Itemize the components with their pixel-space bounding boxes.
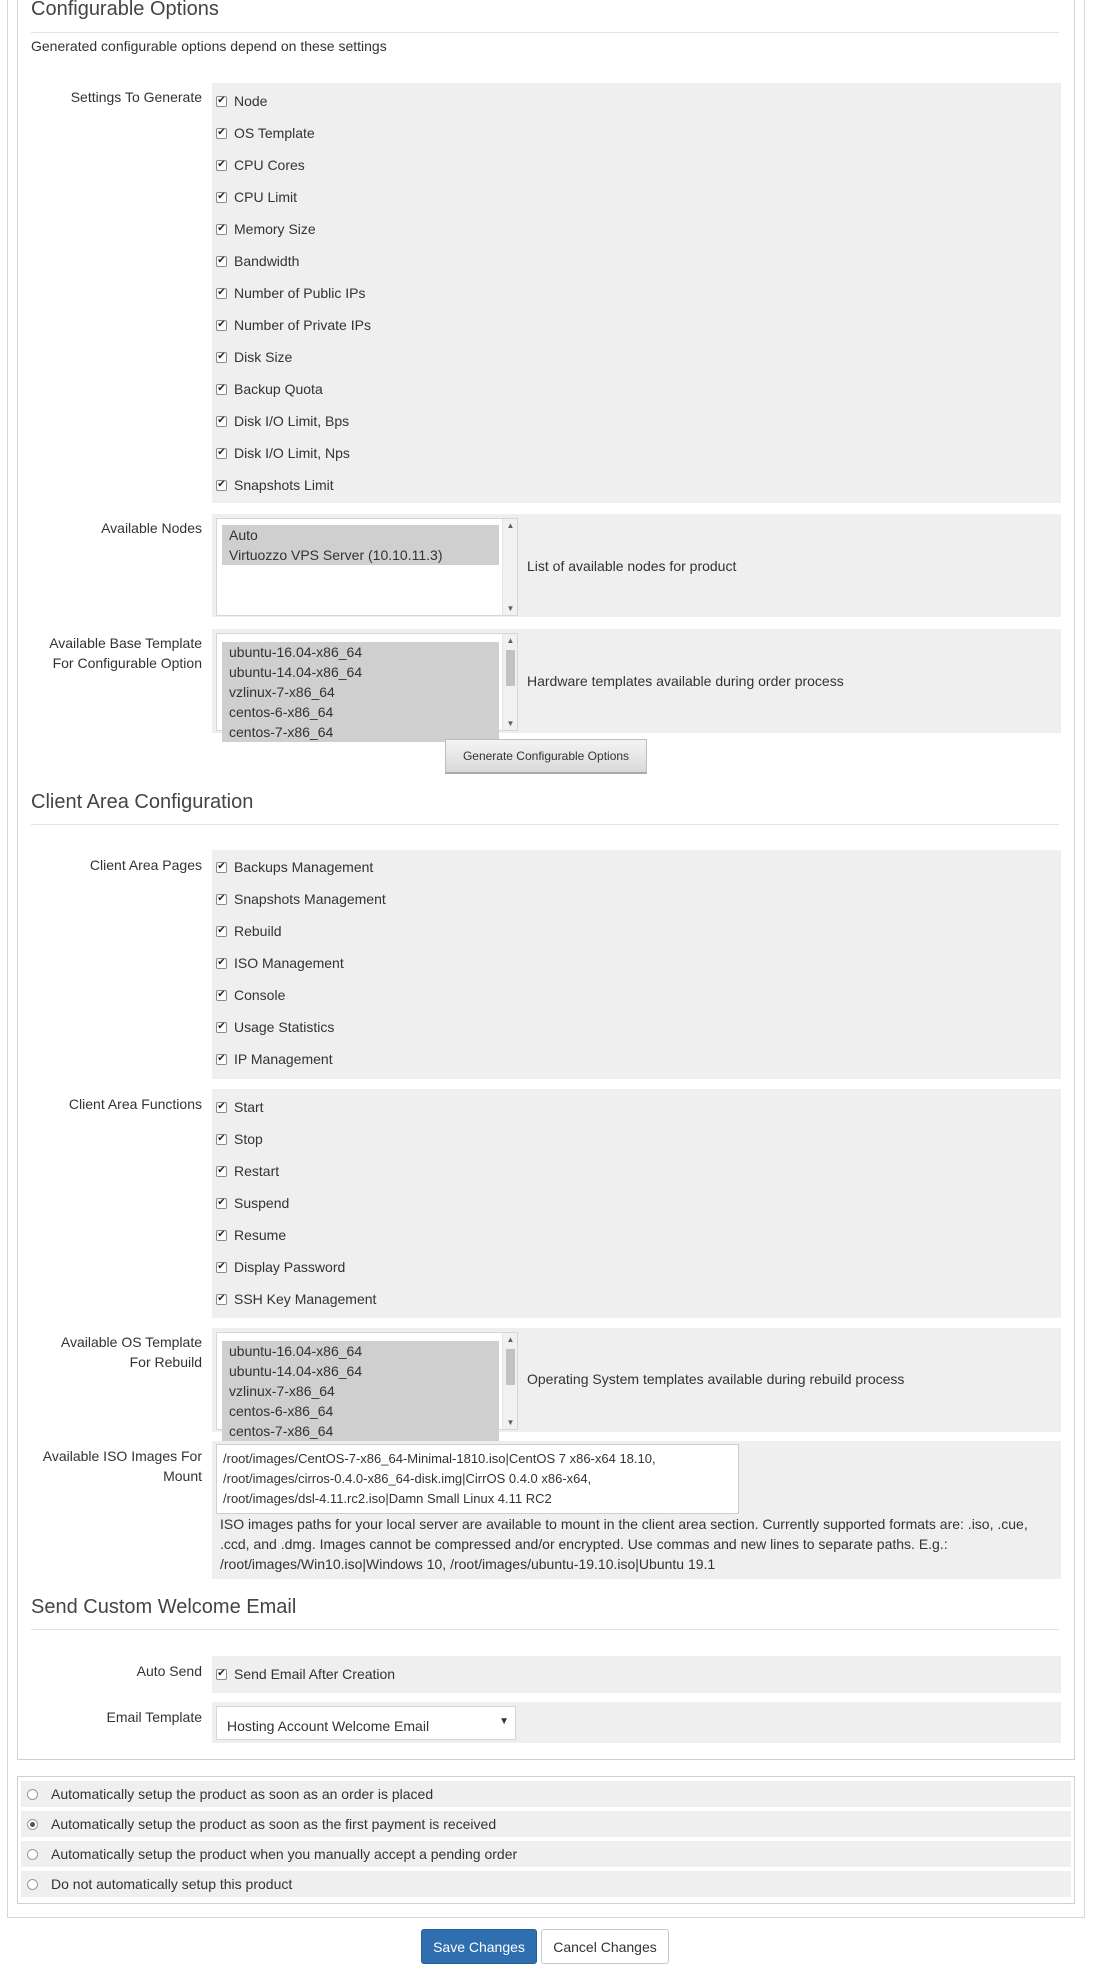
configurable-options-subtitle: Generated configurable options depend on these settings xyxy=(31,38,387,54)
os-template-label-line2: For Rebuild xyxy=(129,1354,202,1370)
available-nodes-hint: List of available nodes for product xyxy=(527,558,737,574)
checkbox-label: Backups Management xyxy=(234,859,374,875)
client-area-functions-group xyxy=(212,1089,1061,1318)
os-template-label-line1: Available OS Template xyxy=(60,1334,202,1350)
generate-configurable-options-button[interactable]: Generate Configurable Options xyxy=(445,739,647,774)
auto-setup-option-label: Automatically setup the product as soon as the first payment is received xyxy=(51,1816,497,1832)
checkbox-label: Console xyxy=(234,987,286,1003)
checkbox-row[interactable] xyxy=(216,315,371,335)
os-template-option[interactable]: centos-6-x86_64 xyxy=(222,1401,499,1421)
os-template-option[interactable]: centos-7-x86_64 xyxy=(222,1421,499,1441)
checkbox-label: SSH Key Management xyxy=(234,1291,377,1307)
os-template-hint: Operating System templates available during rebuild process xyxy=(527,1371,905,1387)
checkmark-icon[interactable]: ✔ xyxy=(217,893,226,904)
checkmark-icon[interactable]: ✔ xyxy=(217,1101,226,1112)
checkbox-row[interactable] xyxy=(216,1193,289,1213)
base-template-option[interactable]: vzlinux-7-x86_64 xyxy=(222,682,499,702)
checkbox-label: Snapshots Management xyxy=(234,891,386,907)
base-template-option[interactable]: ubuntu-14.04-x86_64 xyxy=(222,662,499,682)
send-email-after-creation-label: Send Email After Creation xyxy=(234,1666,396,1682)
checkbox-row[interactable] xyxy=(216,985,285,1005)
checkbox-label: Bandwidth xyxy=(234,253,300,269)
checkmark-icon[interactable]: ✔ xyxy=(217,925,226,936)
os-template-label xyxy=(32,1332,202,1372)
checkbox-label: CPU Limit xyxy=(234,189,298,205)
radio-icon[interactable] xyxy=(27,1789,38,1800)
os-template-option[interactable]: vzlinux-7-x86_64 xyxy=(222,1381,499,1401)
chevron-down-icon: ▼ xyxy=(499,1716,509,1727)
checkbox-row[interactable] xyxy=(216,1129,263,1149)
checkbox-row[interactable] xyxy=(216,1017,334,1037)
checkmark-icon[interactable]: ✔ xyxy=(217,159,226,170)
node-option[interactable]: Virtuozzo VPS Server (10.10.11.3) xyxy=(222,545,499,565)
checkbox-row[interactable] xyxy=(216,91,267,111)
available-nodes-label: Available Nodes xyxy=(101,520,202,536)
checkmark-icon[interactable]: ✔ xyxy=(217,1668,226,1679)
save-changes-button[interactable]: Save Changes xyxy=(421,1929,537,1964)
auto-setup-option[interactable] xyxy=(21,1811,1071,1837)
cancel-changes-button[interactable]: Cancel Changes xyxy=(541,1929,669,1964)
client-area-pages-label: Client Area Pages xyxy=(89,857,202,873)
checkmark-icon[interactable]: ✔ xyxy=(217,1229,226,1240)
base-template-scrollbar[interactable] xyxy=(502,634,517,730)
auto-setup-option[interactable] xyxy=(21,1871,1071,1897)
checkmark-icon[interactable]: ✔ xyxy=(217,191,226,202)
checkbox-row[interactable] xyxy=(216,1097,264,1117)
checkmark-icon[interactable]: ✔ xyxy=(217,447,226,458)
radio-icon[interactable] xyxy=(27,1849,38,1860)
checkbox-label: Stop xyxy=(234,1131,263,1147)
scroll-up-icon[interactable]: ▲ xyxy=(506,636,515,645)
checkbox-label: Number of Private IPs xyxy=(234,317,371,333)
checkmark-icon[interactable]: ✔ xyxy=(217,319,226,330)
configurable-options-title: Configurable Options xyxy=(31,0,219,20)
checkbox-label: Display Password xyxy=(234,1259,346,1275)
checkmark-icon[interactable]: ✔ xyxy=(217,1021,226,1032)
checkmark-icon[interactable]: ✔ xyxy=(217,95,226,106)
divider xyxy=(31,1629,1059,1630)
client-area-title: Client Area Configuration xyxy=(31,791,254,813)
scroll-thumb[interactable] xyxy=(506,1349,515,1385)
radio-icon[interactable] xyxy=(27,1819,38,1830)
checkbox-row[interactable] xyxy=(216,219,316,239)
base-template-listbox[interactable] xyxy=(216,633,518,740)
checkmark-icon[interactable]: ✔ xyxy=(217,1165,226,1176)
iso-images-label-line2: Mount xyxy=(163,1468,202,1484)
checkbox-label: Restart xyxy=(234,1163,280,1179)
base-template-option[interactable]: ubuntu-16.04-x86_64 xyxy=(222,642,499,662)
checkbox-row[interactable] xyxy=(216,187,297,207)
checkbox-label: OS Template xyxy=(234,125,315,141)
base-template-label-line1: Available Base Template xyxy=(49,635,202,651)
base-template-label xyxy=(32,633,202,673)
base-template-option[interactable]: centos-7-x86_64 xyxy=(222,722,499,742)
checkbox-row[interactable] xyxy=(216,1289,376,1309)
checkbox-label: Usage Statistics xyxy=(234,1019,335,1035)
os-template-option[interactable]: ubuntu-16.04-x86_64 xyxy=(222,1341,499,1361)
checkmark-icon[interactable]: ✔ xyxy=(217,861,226,872)
checkmark-icon[interactable]: ✔ xyxy=(217,1261,226,1272)
checkbox-row[interactable] xyxy=(216,155,305,175)
auto-send-label: Auto Send xyxy=(136,1663,202,1679)
checkbox-label: Number of Public IPs xyxy=(234,285,366,301)
scroll-thumb[interactable] xyxy=(506,650,515,686)
checkbox-label: CPU Cores xyxy=(234,157,305,173)
node-option[interactable]: Auto xyxy=(222,525,499,545)
checkbox-row[interactable] xyxy=(216,953,344,973)
checkbox-row[interactable] xyxy=(216,347,292,367)
auto-setup-option-label: Automatically setup the product as soon as an order is placed xyxy=(51,1786,434,1802)
checkbox-row[interactable] xyxy=(216,921,281,941)
checkmark-icon[interactable]: ✔ xyxy=(217,127,226,138)
checkbox-label: Rebuild xyxy=(234,923,282,939)
scroll-down-icon[interactable]: ▼ xyxy=(506,719,515,728)
iso-images-label-line1: Available ISO Images For xyxy=(42,1448,202,1464)
checkbox-row[interactable] xyxy=(216,1049,333,1069)
base-template-hint: Hardware templates available during order process xyxy=(527,673,844,689)
client-area-functions-label: Client Area Functions xyxy=(68,1096,202,1112)
checkbox-row[interactable] xyxy=(216,857,373,877)
checkbox-label: Resume xyxy=(234,1227,287,1243)
email-template-label: Email Template xyxy=(106,1709,202,1725)
checkbox-label: Backup Quota xyxy=(234,381,323,397)
checkmark-icon[interactable]: ✔ xyxy=(217,989,226,1000)
scroll-down-icon[interactable]: ▼ xyxy=(506,1418,515,1427)
radio-icon[interactable] xyxy=(27,1879,38,1890)
checkmark-icon[interactable]: ✔ xyxy=(217,351,226,362)
auto-setup-option[interactable] xyxy=(21,1781,1071,1807)
checkmark-icon[interactable]: ✔ xyxy=(217,1133,226,1144)
divider xyxy=(31,824,1059,825)
nodes-scrollbar[interactable] xyxy=(502,519,517,615)
scroll-down-icon[interactable]: ▼ xyxy=(506,604,515,613)
checkmark-icon[interactable]: ✔ xyxy=(217,1197,226,1208)
available-nodes-listbox[interactable] xyxy=(216,518,518,616)
checkbox-row[interactable] xyxy=(216,1257,345,1277)
checkbox-label: Memory Size xyxy=(234,221,316,237)
settings-to-generate-label: Settings To Generate xyxy=(70,89,202,105)
checkmark-icon[interactable]: ✔ xyxy=(217,415,226,426)
checkbox-label: ISO Management xyxy=(234,955,344,971)
checkbox-label: Disk Size xyxy=(234,349,293,365)
email-template-select[interactable] xyxy=(216,1706,516,1740)
checkbox-label: Node xyxy=(234,93,268,109)
scroll-up-icon[interactable]: ▲ xyxy=(506,521,515,530)
checkbox-row[interactable] xyxy=(216,889,386,909)
checkbox-label: Start xyxy=(234,1099,264,1115)
checkbox-label: Suspend xyxy=(234,1195,290,1211)
welcome-email-title: Send Custom Welcome Email xyxy=(31,1596,297,1618)
checkmark-icon[interactable]: ✔ xyxy=(217,1293,226,1304)
base-template-option[interactable]: centos-6-x86_64 xyxy=(222,702,499,722)
checkmark-icon[interactable]: ✔ xyxy=(217,223,226,234)
checkbox-row[interactable] xyxy=(216,123,315,143)
iso-images-description: ISO images paths for your local server are available to mount in the client area section. Currently supported formats are: .iso, .cue, .ccd, and .dmg. Images cannot be compressed and/or encrypted. Use commas and new lines to separate paths. E.g.: /root/images/Win10.iso|Windows 10, /root/images/ubuntu-19.10.iso|Ubuntu 19.1 xyxy=(220,1516,1028,1572)
email-template-value: Hosting Account Welcome Email xyxy=(227,1718,430,1734)
checkbox-label: Disk I/O Limit, Nps xyxy=(234,445,350,461)
checkbox-row[interactable] xyxy=(216,475,334,495)
checkmark-icon[interactable]: ✔ xyxy=(217,957,226,968)
checkmark-icon[interactable]: ✔ xyxy=(217,479,226,490)
auto-setup-option-label: Automatically setup the product when you manually accept a pending order xyxy=(51,1846,518,1862)
checkbox-row[interactable] xyxy=(216,251,299,271)
iso-images-textarea[interactable]: /root/images/CentOS-7-x86_64-Minimal-1810.iso|CentOS 7 x86-x64 18.10, /root/images/cirros-0.4.0-x86_64-disk.img|CirrOS 0.4.0 x86-x64, /root/images/dsl-4.11.rc2.iso|Damn Small Linux 4.11 RC2 xyxy=(216,1444,739,1514)
auto-setup-option[interactable] xyxy=(21,1841,1071,1867)
checkbox-row[interactable] xyxy=(216,1225,286,1245)
iso-images-label xyxy=(32,1446,202,1486)
checkbox-label: IP Management xyxy=(234,1051,333,1067)
checkbox-row[interactable] xyxy=(216,1161,279,1181)
os-template-option[interactable]: ubuntu-14.04-x86_64 xyxy=(222,1361,499,1381)
checkbox-label: Disk I/O Limit, Bps xyxy=(234,413,350,429)
divider xyxy=(31,32,1059,33)
checkmark-icon[interactable]: ✔ xyxy=(217,1053,226,1064)
checkmark-icon[interactable]: ✔ xyxy=(217,287,226,298)
checkbox-row[interactable] xyxy=(216,443,350,463)
base-template-label-line2: For Configurable Option xyxy=(52,655,202,671)
checkmark-icon[interactable]: ✔ xyxy=(217,255,226,266)
scroll-up-icon[interactable]: ▲ xyxy=(506,1335,515,1344)
checkbox-row[interactable] xyxy=(216,379,323,399)
checkbox-label: Snapshots Limit xyxy=(234,477,334,493)
os-template-listbox[interactable] xyxy=(216,1332,518,1439)
os-template-scrollbar[interactable] xyxy=(502,1333,517,1429)
checkbox-row[interactable] xyxy=(216,411,349,431)
checkmark-icon[interactable]: ✔ xyxy=(217,383,226,394)
checkbox-row[interactable] xyxy=(216,283,366,303)
auto-setup-option-label: Do not automatically setup this product xyxy=(51,1876,293,1892)
send-email-after-creation-checkbox[interactable] xyxy=(216,1664,395,1684)
